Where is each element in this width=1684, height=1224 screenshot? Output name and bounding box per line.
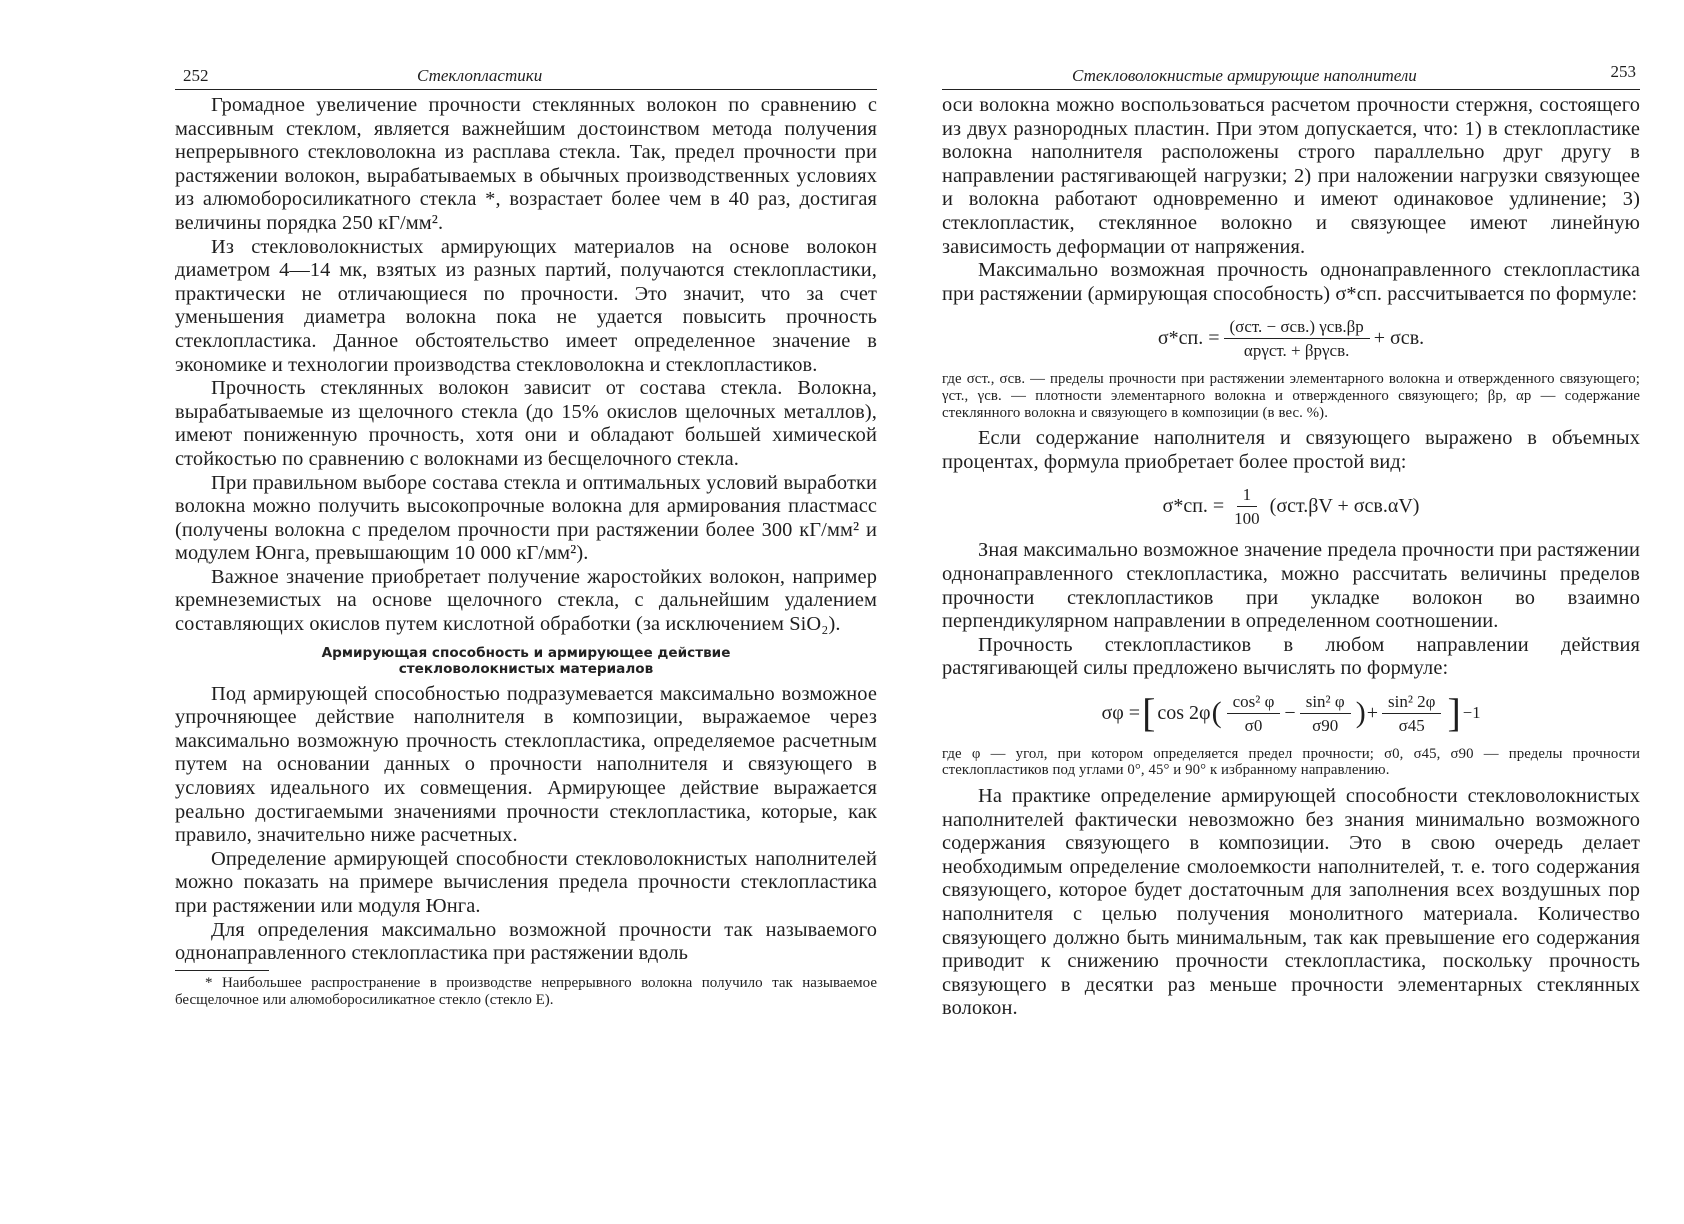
paragraph: Зная максимально возможное значение предела прочности при растяжении однонаправленного стеклопластика, можно рассчитать величины пределов прочности стеклопластиков при укладке волокон во взаимно перпендикулярном направлении в определенном соотношении. xyxy=(942,539,1640,633)
formula-paren-close: ) xyxy=(1355,696,1366,730)
formula-angle-strength xyxy=(942,691,1640,736)
paragraph: На практике определение армирующей способности стекловолокнистых наполнителей фактически невозможно без знания минимально возможного содержания связующего в композиции. Это в свою очередь делает необходимым определение смолоемкости наполнителей, т. е. того содержания связующего, которое будет достаточным для заполнения всех воздушных пор наполнителя с целью получения монолитного материала. Количество связующего должно быть минимальным, так как превышение его содержания приводит к снижению прочности стеклопластика, поскольку прочность связующего в десятки раз меньше прочности элементарных стеклянных волокон. xyxy=(942,785,1640,1020)
formula-denominator: σ0 xyxy=(1244,715,1263,735)
left-running-head xyxy=(175,62,877,90)
formula-denominator: σ45 xyxy=(1398,715,1425,735)
formula-fraction xyxy=(1228,484,1266,529)
paragraph: Максимально возможная прочность однонаправленного стеклопластика при растяжении (армирующая способность) σ*сп. рассчитывается по формуле: xyxy=(942,259,1640,305)
footnote: * Наибольшее распространение в производстве непрерывного волокна получило так называемое бесщелочное или алюмоборосиликатное стекло (стекло Е). xyxy=(175,974,877,1008)
formula-numerator: (σст. − σсв.) γсв.βр xyxy=(1224,316,1370,339)
formula-fraction xyxy=(1227,691,1281,736)
paragraph: Определение армирующей способности стекловолокнистых наполнителей можно показать на примере вычисления предела прочности стеклопластика при растяжении или модуля Юнга. xyxy=(175,847,877,917)
formula-cos-term: cos 2φ xyxy=(1157,701,1211,724)
formula-numerator: 1 xyxy=(1237,484,1258,507)
formula-denominator: αрγст. + βрγсв. xyxy=(1243,341,1350,361)
paragraph: Прочность стеклопластиков в любом направлении действия растягивающей силы предложено вычислять по формуле: xyxy=(942,633,1640,680)
formula-bracket-open: [ xyxy=(1142,690,1156,736)
right-running-head xyxy=(942,62,1640,90)
paragraph: Если содержание наполнителя и связующего выражено в объемных процентах, формула приобретает более простой вид: xyxy=(942,427,1640,473)
right-running-title: Стекловолокнистые армирующие наполнители xyxy=(1072,66,1417,85)
formula-volume-strength xyxy=(942,484,1640,529)
formula-legend: где φ — угол, при котором определяется предел прочности; σ0, σ45, σ90 — пределы прочности стеклопластиков под углами 0°, 45° и 90° к избранному направлению. xyxy=(942,745,1640,779)
section-heading-line: стекловолокнистых материалов xyxy=(398,660,654,677)
paragraph: оси волокна можно воспользоваться расчетом прочности стержня, состоящего из двух разнородных пластин. При этом допускается, что: 1) в стеклопластике волокна наполнителя расположены строго параллельно друг другу в направлении растягивающей нагрузки; 2) при наложении нагрузки связующее и волокна работают одновременно и имеют одинаковое удлинение; 3) стеклопластик, стеклянное волокно и связующее имеют линейную зависимость деформации от напряжения. xyxy=(942,94,1640,258)
formula-fraction xyxy=(1300,691,1351,736)
formula-lhs: σ*сп. = xyxy=(1157,327,1220,350)
formula-exponent: −1 xyxy=(1462,703,1481,723)
paragraph: Под армирующей способностью подразумевается максимально возможное упрочняющее действие наполнителя в композиции, выражаемое через максимально возможную прочность стеклопластика, определяемое расчетным путем на основании данных о прочности наполнителя и связующего в условиях идеального их совмещения. Армирующее действие выражается реально достигаемыми значениями прочности стеклопластика, которые, как правило, значительно ниже расчетных. xyxy=(175,682,877,847)
left-running-title: Стеклопластики xyxy=(417,66,543,85)
paragraph: Прочность стеклянных волокон зависит от состава стекла. Волокна, вырабатываемые из щелочного стекла (до 15% окислов щелочных металлов), имеют пониженную прочность, хотя они и обладают большей химической стойкостью по сравнению с волокнами из бесщелочного стекла. xyxy=(175,377,877,470)
right-body xyxy=(942,94,1640,1021)
paragraph: Громадное увеличение прочности стеклянных волокон по сравнению с массивным стеклом, является важнейшим достоинством метода получения непрерывного стекловолокна из расплава стекла. Так, предел прочности при растяжении волокон, вырабатываемых в обычных производственных условиях из алюмоборосиликатного стекла *, возрастает более чем в 40 раз, достигая величины порядка 250 кГ/мм². xyxy=(175,94,877,234)
formula-bracket-close: ] xyxy=(1447,690,1461,736)
formula-numerator: cos² φ xyxy=(1227,691,1281,714)
formula-fraction xyxy=(1382,691,1442,736)
paragraph: Важное значение приобретает получение жаростойких волокон, например кремнеземистых на основе щелочного стекла, с дальнейшим удалением составляющих окислов путем кислотной обработки (за исключением SiO₂). xyxy=(175,565,877,636)
footnote-divider xyxy=(175,970,269,971)
right-page xyxy=(942,62,1640,1021)
paragraph: Из стекловолокнистых армирующих материалов на основе волокон диаметром 4—14 мк, взятых из разных партий, получаются стеклопластики, практически не отличающиеся по прочности. Это значит, что за счет уменьшения диаметра волокна пока не удается повысить прочность стеклопластика. Данное обстоятельство имеет определенное значение в экономике и технологии производства стекловолокна и стеклопластиков. xyxy=(175,235,877,376)
formula-fraction xyxy=(1224,316,1370,361)
formula-legend: где σст., σсв. — пределы прочности при растяжении элементарного волокна и отвержденного связующего; γст., γсв. — плотности элементарного волокна и отвержденного связующего; βр, αр — содержание стеклянного волокна и связующего в композиции (в вес. %). xyxy=(942,371,1640,421)
formula-tail: (σст.βV + σсв.αV) xyxy=(1269,495,1420,518)
paragraph: Для определения максимально возможной прочности так называемого однонаправленного стеклопластика при растяжении вдоль xyxy=(175,918,877,965)
left-page xyxy=(175,62,877,1008)
paragraph: При правильном выборе состава стекла и оптимальных условий выработки волокна можно получить высокопрочные волокна для армирования пластмасс (получены волокна с пределом прочности при растяжении более 300 кГ/мм² и модулем Юнга, превышающим 10 000 кГ/мм²). xyxy=(175,471,877,565)
formula-paren-open: ( xyxy=(1211,696,1222,730)
formula-operator: − xyxy=(1284,701,1296,724)
formula-tail: + σсв. xyxy=(1373,327,1425,350)
formula-unidirectional-strength xyxy=(942,316,1640,361)
formula-numerator: sin² 2φ xyxy=(1382,691,1442,714)
formula-operator: + xyxy=(1366,701,1378,724)
left-page-number: 252 xyxy=(183,66,209,85)
left-body xyxy=(175,94,877,1008)
formula-numerator: sin² φ xyxy=(1300,691,1351,714)
formula-lhs: σφ = xyxy=(1101,701,1141,724)
section-heading-line: Армирующая способность и армирующее действие xyxy=(321,644,731,661)
right-page-number: 253 xyxy=(1610,62,1636,81)
section-heading xyxy=(175,645,877,677)
formula-denominator: 100 xyxy=(1234,509,1260,529)
formula-lhs: σ*сп. = xyxy=(1162,495,1225,518)
formula-denominator: σ90 xyxy=(1312,715,1339,735)
